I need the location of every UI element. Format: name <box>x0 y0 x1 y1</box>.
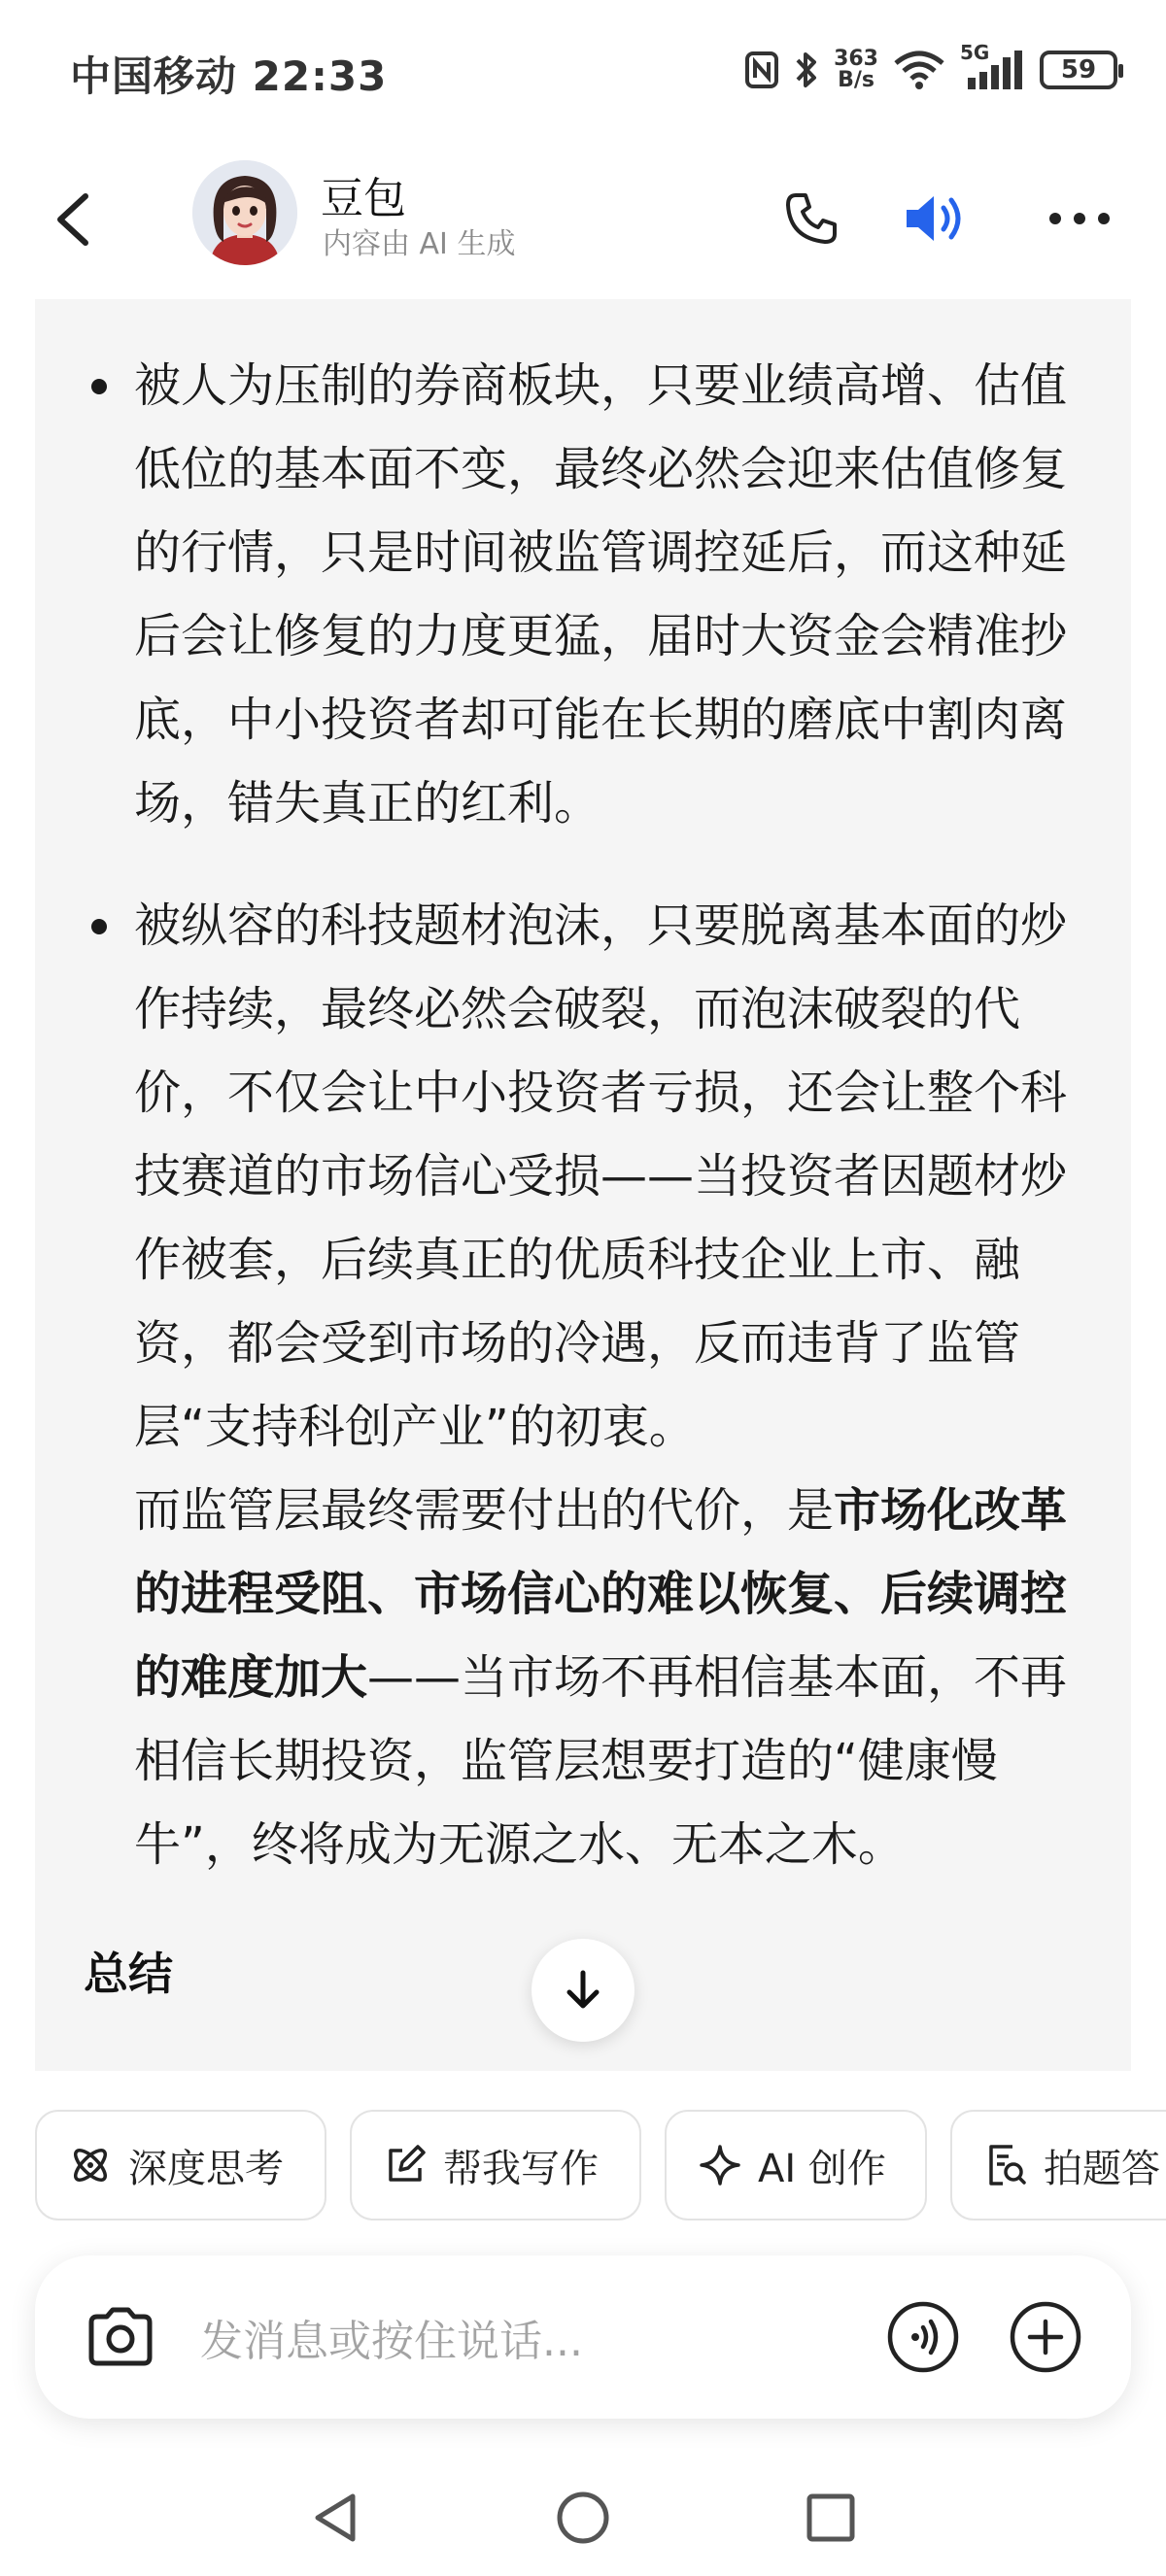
more-options-button[interactable] <box>1046 185 1114 253</box>
conclusion-suffix: ——当市场不再相信基本面，不再相信长期投资，监管层想要打造的“健康慢牛”，终将成为无源之水、无本之木。 <box>134 1650 1068 1872</box>
status-bar <box>0 0 1166 146</box>
bluetooth-icon <box>793 49 820 91</box>
bullet-paragraph-1: 被人为压制的券商板块，只要业绩高增、估值低位的基本面不变，最终必然会迎来估值修复的行情，只是时间被监管调控延后，而这种延后会让修复的力度更猛，届时大资金会精准抄底，中小投资者却可能在长期的磨底中割肉离场，错失真正的红利。 <box>134 358 1068 830</box>
bullet-dot <box>91 379 107 394</box>
camera-icon <box>86 2307 155 2367</box>
circle-home-icon <box>554 2489 612 2547</box>
chat-message-content <box>35 299 1131 2071</box>
message-input-bar <box>35 2255 1131 2419</box>
speaker-icon <box>901 188 969 249</box>
atom-icon <box>68 2143 113 2187</box>
edit-icon <box>383 2143 428 2187</box>
arrow-down-icon <box>562 1967 604 2014</box>
network-speed <box>834 49 878 91</box>
nfc-icon <box>744 51 779 89</box>
square-recents-icon <box>802 2489 860 2547</box>
chat-header <box>0 146 1166 291</box>
conclusion-paragraph <box>134 1469 1106 1886</box>
battery-indicator <box>1040 51 1117 89</box>
summary-heading: 总结 <box>84 1948 173 2000</box>
bullet-dot <box>91 919 107 934</box>
system-navigation-bar <box>0 2467 1166 2576</box>
back-button[interactable] <box>47 181 105 258</box>
net-speed-value: 363 <box>834 47 878 71</box>
more-dots-icon <box>1047 209 1112 228</box>
scroll-to-bottom-button[interactable] <box>532 1939 634 2042</box>
phone-icon <box>782 189 840 248</box>
status-icons <box>744 41 1117 99</box>
triangle-back-icon <box>306 2489 364 2547</box>
bot-name: 豆包 <box>321 174 406 223</box>
chip-photo-answer[interactable] <box>950 2110 1166 2220</box>
voice-input-button[interactable] <box>886 2300 960 2374</box>
quick-action-chips <box>35 2110 1166 2222</box>
battery-level: 59 <box>1060 55 1097 85</box>
bullet-paragraph-2: 被纵容的科技题材泡沫，只要脱离基本面的炒作持续，最终必然会破裂，而泡沫破裂的代价，不仅会让中小投资者亏损，还会让整个科技赛道的市场信心受损——当投资者因题材炒作被套，后续真正的优质科技企业上市、融资，都会受到市场的冷遇，反而违背了监管层“支持科创产业”的初衷。 <box>134 898 1068 1454</box>
message-input[interactable]: 发消息或按住说话... <box>200 2317 583 2366</box>
nav-home-button[interactable] <box>544 2479 622 2557</box>
add-attachment-button[interactable] <box>1009 2300 1082 2374</box>
chip-deep-thinking[interactable] <box>35 2110 326 2220</box>
camera-button[interactable] <box>82 2298 159 2376</box>
voice-wave-icon <box>886 2300 960 2374</box>
carrier-time: 中国移动 22:33 <box>70 52 388 100</box>
sparkle-icon <box>698 2143 742 2187</box>
avatar[interactable] <box>192 160 297 265</box>
doc-search-icon <box>983 2143 1028 2187</box>
chip-label: 深度思考 <box>128 2146 284 2191</box>
ai-generated-notice: 内容由 AI 生成 <box>323 227 516 261</box>
speaker-button[interactable] <box>901 185 969 253</box>
chip-help-write[interactable] <box>350 2110 641 2220</box>
cellular-signal-icon <box>960 41 1026 91</box>
nav-back-button[interactable] <box>296 2479 374 2557</box>
chip-label: 帮我写作 <box>443 2146 599 2191</box>
conclusion-prefix: 而监管层最终需要付出的代价，是 <box>134 1483 835 1538</box>
chip-label: 拍题答 <box>1044 2146 1160 2191</box>
net-speed-unit: B/s <box>838 68 874 92</box>
signal-label: 5G <box>960 41 990 64</box>
nav-recents-button[interactable] <box>792 2479 870 2557</box>
chip-ai-create[interactable] <box>665 2110 927 2220</box>
conclusion-bold: 市场化改革的进程受阻、市场信心的难以恢复、后续调控的难度加大 <box>134 1483 1068 1705</box>
call-button[interactable] <box>777 185 845 253</box>
wifi-icon <box>892 50 946 90</box>
chip-label: AI 创作 <box>758 2146 886 2191</box>
chevron-left-icon <box>47 181 105 258</box>
plus-circle-icon <box>1009 2300 1082 2374</box>
